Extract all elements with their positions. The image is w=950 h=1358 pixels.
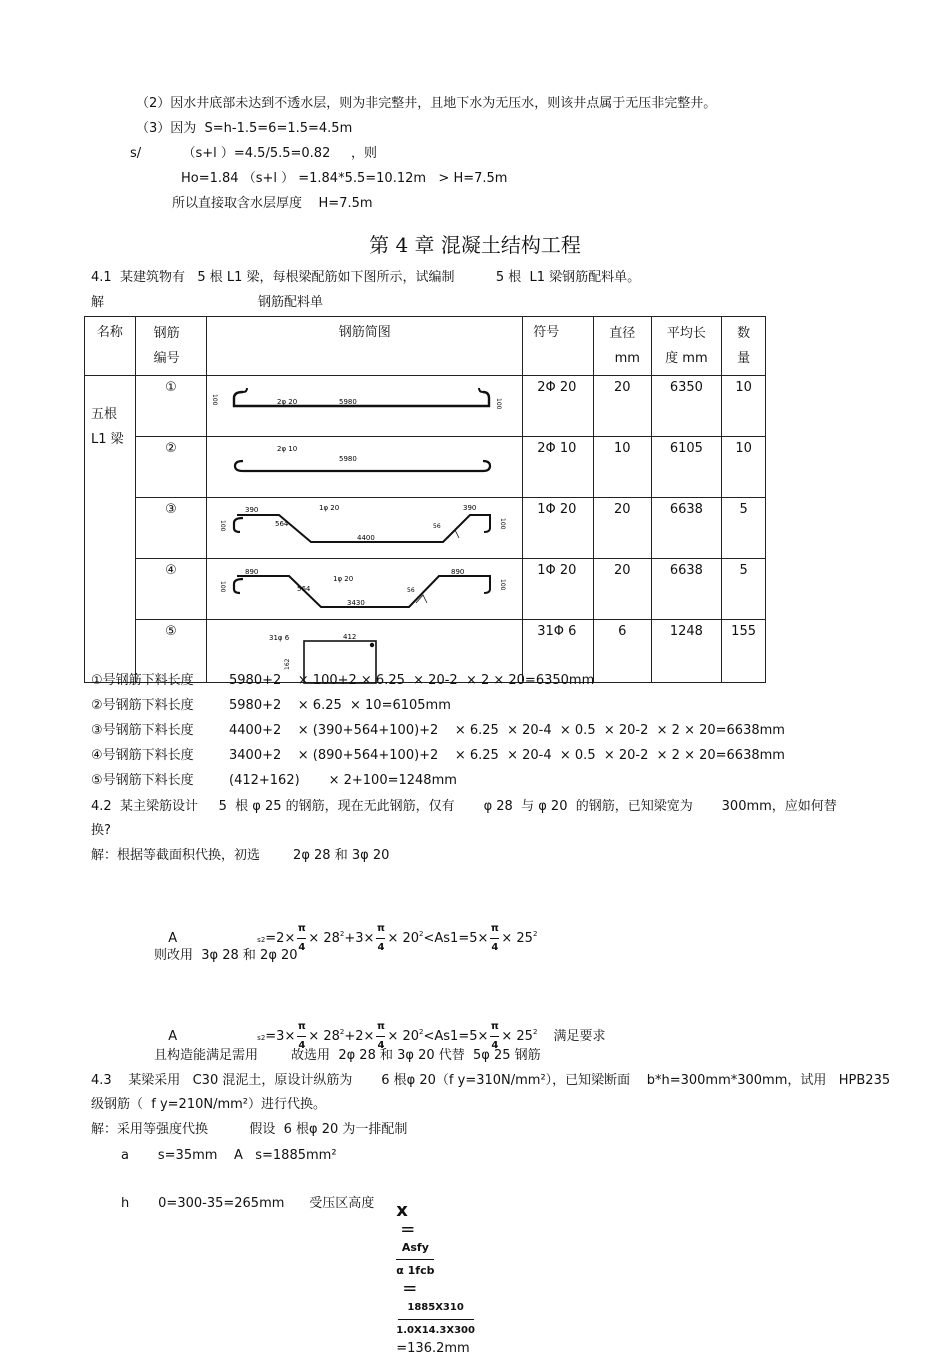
bar-length: 6350 <box>669 380 703 395</box>
calc-expr-4: 3400+2 × (890+564+100)+2 × 6.25 × 20-4 × 0.5 × 20-2 × 2 × 20=6638mm <box>229 748 785 763</box>
calc-label-2: ②号钢筋下料长度 <box>91 698 194 713</box>
bar-symbol: 31Φ 6 <box>537 624 577 639</box>
sketch5-height: 162 <box>284 658 292 670</box>
calc-label-4: ④号钢筋下料长度 <box>91 748 194 763</box>
sketch3-seg-a: 390 <box>245 506 259 514</box>
table-row <box>85 437 766 498</box>
bar-no: ② <box>165 441 177 456</box>
bar-quantity: 5 <box>739 563 748 578</box>
sketch3-seg-c: 390 <box>463 504 477 512</box>
bar-symbol: 2Φ 20 <box>537 380 577 395</box>
bar-diameter: 6 <box>618 624 627 639</box>
solution-label: 解 <box>91 295 105 310</box>
table-row <box>85 498 766 559</box>
q42-conclusion: 且构造能满足需用 故选用 2φ 28 和 3φ 20 代替 5φ 25 钢筋 <box>154 1048 541 1063</box>
bar-length: 1248 <box>669 624 703 639</box>
header-no-1: 钢筋 <box>153 326 180 341</box>
header-len-1: 平均长 <box>666 326 706 341</box>
text-line-2: （3）因为 S=h-1.5=6=1.5=4.5m <box>136 121 353 136</box>
bar-no: ⑤ <box>165 624 177 639</box>
rebar-sketch-4 <box>207 559 522 615</box>
q42-equation-2: A s2=3× $\frac{\pi}{4}$ × $28^2+2\times$ $\frac{\pi}{4}$ × $20^2<As1=5\times$ $\frac{\pi}{4}$ × $25^2$ 满足要求 <box>168 1021 606 1051</box>
text-line-4: Ho=1.84 （s+l ） =1.84*5.5=10.12m > H=7.5m <box>181 171 508 186</box>
sketch5-spec: 31φ 6 <box>269 634 290 642</box>
bar-quantity: 10 <box>735 441 752 456</box>
bar-length: 6638 <box>669 563 703 578</box>
text-line-1: （2）因水井底部未达到不透水层，则为非完整井，且地下水为无压水，则该井点属于无压非完整井。 <box>136 96 717 111</box>
bar-length: 6638 <box>669 502 703 517</box>
bar-symbol: 1Φ 20 <box>537 502 577 517</box>
question-4-1: 4.1 某建筑物有 5 根 L1 梁，每根梁配筋如下图所示，试编制 5 根 L1 梁钢筋配料单。 <box>91 270 641 285</box>
bar-no: ③ <box>165 502 177 517</box>
sketch1-hook-left: 100 <box>211 394 219 406</box>
question-4-3: 4.3 某梁采用 C30 混泥土，原设计纵筋为 6 根φ 20（f y=310N/mm²），已知梁断面 b*h=300mm*300mm，试用 HPB235 <box>91 1073 891 1088</box>
bar-quantity: 10 <box>735 380 752 395</box>
bar-diameter: 10 <box>613 441 631 456</box>
calc-expr-5: (412+162) × 2+100=1248mm <box>229 773 457 788</box>
table-row <box>85 559 766 620</box>
q43-h-line: h 0=300-35=265mm 受压区高度 <box>121 1196 375 1211</box>
question-4-3-cont: 级钢筋（ f y=210N/mm²）进行代换。 <box>91 1097 327 1112</box>
text-line-3: s/ （s+l ）=4.5/5.5=0.82 ，则 <box>130 146 378 161</box>
rebar-sketch-5 <box>207 620 522 678</box>
header-dia-1: 直径 <box>609 326 636 341</box>
q43-as-line: a s=35mm A s=1885mm² <box>121 1148 337 1163</box>
sketch4-bottom: 3430 <box>347 599 366 607</box>
calc-expr-1: 5980+2 × 100+2 × 6.25 × 20-2 × 2 × 20=6350mm <box>229 673 595 688</box>
header-len-2: 度 mm <box>665 351 708 366</box>
calc-label-3: ③号钢筋下料长度 <box>91 723 194 738</box>
q43-solution: 解：采用等强度代换 假设 6 根φ 20 为一排配制 <box>91 1122 408 1137</box>
sketch4-seg-b: 564 <box>297 585 311 593</box>
sketch3-hook-right: 100 <box>499 518 507 530</box>
sketch3-seg-b: 564 <box>275 520 289 528</box>
sketch1-spec: 2φ 20 <box>277 398 298 406</box>
sketch4-seg-a: 890 <box>245 568 259 576</box>
calc-expr-2: 5980+2 × 6.25 × 10=6105mm <box>229 698 451 713</box>
bar-symbol: 2Φ 10 <box>537 441 577 456</box>
sketch1-hook-right: 100 <box>495 398 503 410</box>
header-dia-2: mm <box>614 351 640 366</box>
sketch4-hook-right: 100 <box>499 579 507 591</box>
bar-diameter: 20 <box>613 380 631 395</box>
header-symbol: 符号 <box>533 325 560 340</box>
sketch2-length: 5980 <box>339 455 358 463</box>
rebar-sketch-2 <box>207 437 522 493</box>
question-4-2: 4.2 某主梁筋设计 5 根 φ 25 的钢筋，现在无此钢筋，仅有 φ 28 与 φ 20 的钢筋，已知梁宽为 300mm，应如何替 <box>91 799 837 814</box>
rebar-schedule-table <box>84 316 766 683</box>
rebar-sketch-1 <box>207 376 522 432</box>
header-qty-2: 量 <box>737 351 751 366</box>
bar-diameter: 20 <box>613 502 631 517</box>
sketch4-seg-d: 56 <box>407 587 415 594</box>
question-4-2-cont: 换? <box>91 823 111 838</box>
header-sketch: 钢筋简图 <box>338 325 391 340</box>
sketch1-length: 5980 <box>339 398 358 406</box>
text-line-5: 所以直接取含水层厚度 H=7.5m <box>172 196 373 211</box>
table-title: 钢筋配料单 <box>258 295 324 310</box>
bar-symbol: 1Φ 20 <box>537 563 577 578</box>
sketch2-spec: 2φ 10 <box>277 445 298 453</box>
sketch4-spec: 1φ 20 <box>333 575 354 583</box>
member-name-1: 五根 <box>91 407 118 422</box>
calc-expr-3: 4400+2 × (390+564+100)+2 × 6.25 × 20-4 × 0.5 × 20-2 × 2 × 20=6638mm <box>229 723 785 738</box>
table-row <box>85 376 766 437</box>
header-qty-1: 数 <box>737 326 751 341</box>
calc-label-1: ①号钢筋下料长度 <box>91 673 194 688</box>
q42-then: 则改用 3φ 28 和 2φ 20 <box>154 948 298 963</box>
sketch3-seg-d: 56 <box>433 523 441 530</box>
rebar-sketch-3 <box>207 498 522 554</box>
table-header-row <box>85 317 766 376</box>
sketch4-seg-c: 890 <box>451 568 465 576</box>
sketch3-hook-left: 100 <box>219 520 227 532</box>
bar-length: 6105 <box>669 441 703 456</box>
sketch4-hook-left: 100 <box>219 581 227 593</box>
sketch3-spec: 1φ 20 <box>319 504 340 512</box>
sketch3-bottom: 4400 <box>357 534 376 542</box>
header-name: 名称 <box>96 325 123 340</box>
calc-label-5: ⑤号钢筋下料长度 <box>91 773 194 788</box>
q43-compression-formula: x = Asfy α 1fcb = $\frac{1885X310}{1.0X14.3X300}$ =136.2mm <box>396 1200 475 1356</box>
header-no-2: 编号 <box>153 351 180 366</box>
bar-diameter: 20 <box>613 563 631 578</box>
chapter-title: 第 4 章 混凝土结构工程 <box>369 233 581 257</box>
bar-quantity: 155 <box>731 624 756 639</box>
bar-no: ④ <box>165 563 177 578</box>
member-name-2: L1 梁 <box>91 432 124 447</box>
q42-solution: 解：根据等截面积代换，初选 2φ 28 和 3φ 20 <box>91 848 390 863</box>
bar-quantity: 5 <box>739 502 748 517</box>
q42-equation-1: A s2=2× $\frac{\pi}{4}$ × $28^2+3\times$ $\frac{\pi}{4}$ × $20^2<As1=5\times$ $\frac{\pi}{4}$ × $25^2$ <box>168 923 538 953</box>
bar-no: ① <box>165 380 177 395</box>
sketch5-width: 412 <box>343 633 357 641</box>
